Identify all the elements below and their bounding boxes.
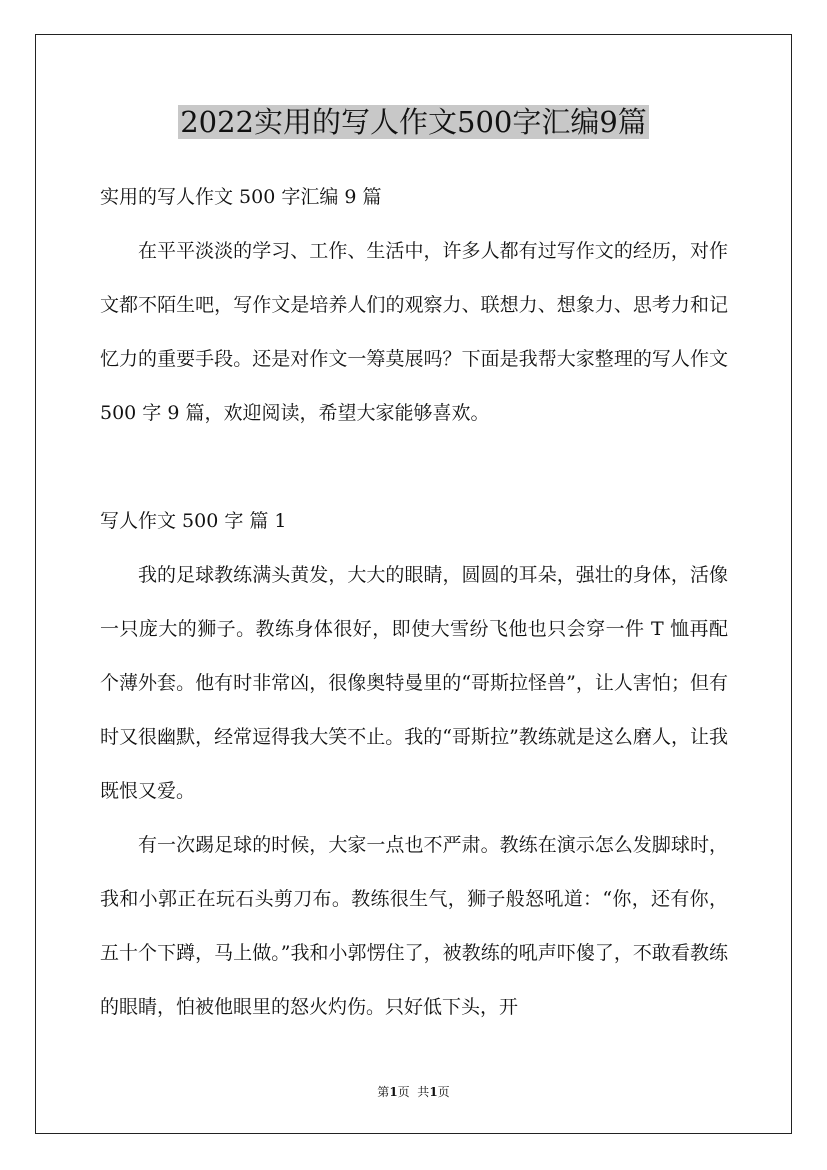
intro-paragraph: 在平平淡淡的学习、工作、生活中，许多人都有过写作文的经历，对作文都不陌生吧，写作文是培养人们的观察力、联想力、想象力、思考力和记忆力的重要手段。还是对作文一筹莫展吗？下面是我帮大家整理的写人作文 500 字 9 篇，欢迎阅读，希望大家能够喜欢。 xyxy=(100,240,728,424)
document-title xyxy=(0,100,827,144)
section-heading: 写人作文 500 字 篇 1 xyxy=(100,510,287,532)
page-total: 1 xyxy=(429,1085,438,1099)
page-current: 1 xyxy=(389,1085,398,1099)
page-suffix: 页 xyxy=(437,1085,450,1099)
page-footer xyxy=(0,1083,827,1101)
body-paragraph: 有一次踢足球的时候，大家一点也不严肃。教练在演示怎么发脚球时，我和小郭正在玩石头剪刀布。教练很生气，狮子般怒吼道：“你，还有你，五十个下蹲，马上做。”我和小郭愣住了，被教练的吼声吓傻了，不敢看教练的眼睛，怕被他眼里的怒火灼伤。只好低下头，开 xyxy=(100,834,728,1018)
document-body xyxy=(100,170,728,1034)
page-mid: 页 共 xyxy=(397,1085,430,1099)
page-prefix: 第 xyxy=(377,1085,390,1099)
document-title-text: 2022实用的写人作文500字汇编9篇 xyxy=(180,105,647,139)
body-paragraph: 我的足球教练满头黄发，大大的眼睛，圆圆的耳朵，强壮的身体，活像一只庞大的狮子。教练身体很好，即使大雪纷飞他也只会穿一件 T 恤再配个薄外套。他有时非常凶，很像奥特曼里的“哥斯拉怪兽”，让人害怕；但有时又很幽默，经常逗得我大笑不止。我的“哥斯拉”教练就是这么磨人，让我既恨又爱。 xyxy=(100,564,728,802)
document-subtitle: 实用的写人作文 500 字汇编 9 篇 xyxy=(100,186,382,208)
